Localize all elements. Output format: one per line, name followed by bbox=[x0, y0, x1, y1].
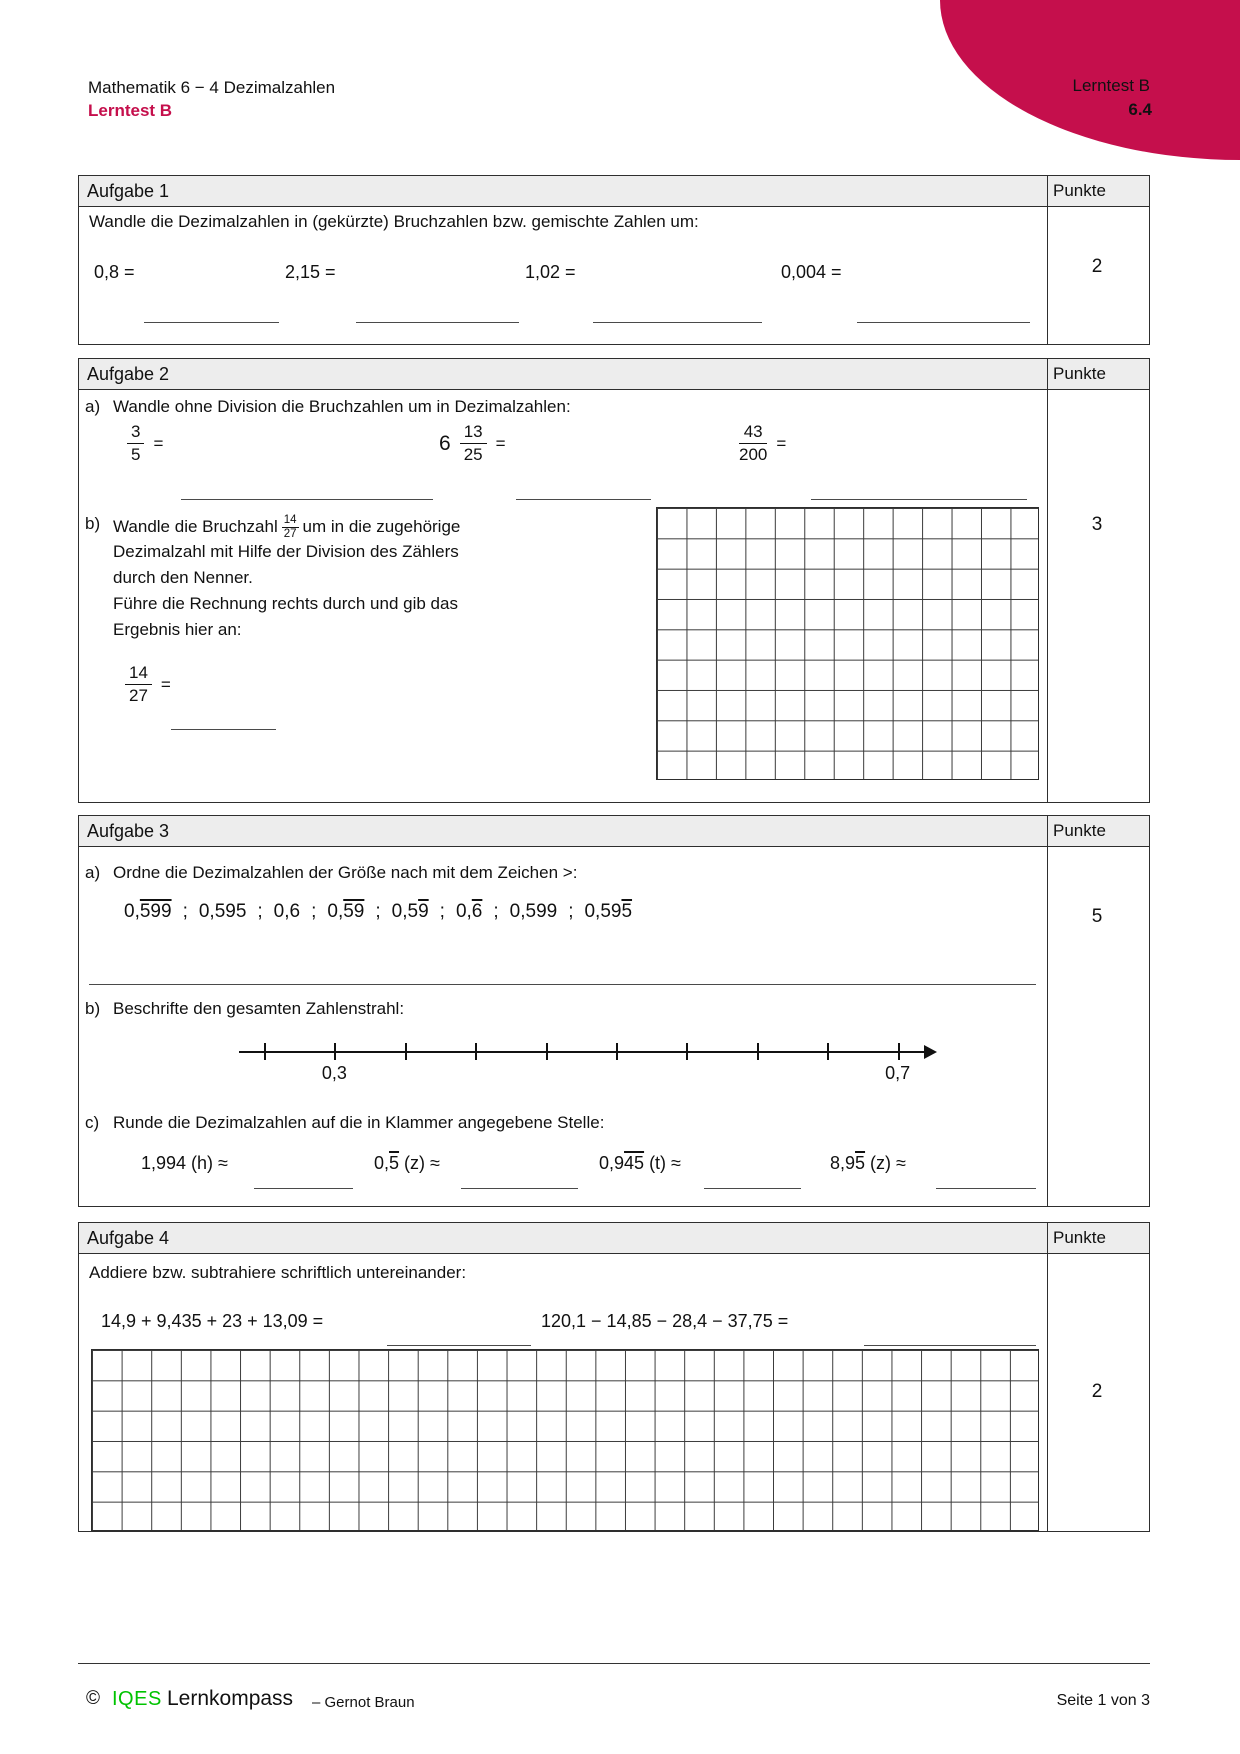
task2-header bbox=[79, 359, 1149, 390]
iqes-logo-text: IQES bbox=[112, 1688, 162, 1710]
task2b-line1-pre: Wandle die Bruchzahl bbox=[113, 517, 278, 537]
tick-mark bbox=[898, 1043, 900, 1060]
fraction bbox=[460, 421, 487, 466]
fraction-6-13-25 bbox=[439, 421, 506, 466]
fraction-whole-number: 6 bbox=[439, 431, 451, 455]
task4-header bbox=[79, 1223, 1149, 1254]
task1-item-2: 2,15 = bbox=[285, 262, 336, 282]
decimal-number: 0,59 bbox=[391, 901, 429, 922]
lernkompass-logo-text: Lernkompass bbox=[167, 1687, 294, 1710]
task2b-line4: Führe die Rechnung rechts durch und gib das bbox=[113, 594, 458, 613]
task1-item-3: 1,02 = bbox=[525, 262, 576, 282]
answer-blank bbox=[461, 1188, 578, 1189]
fraction bbox=[127, 421, 144, 466]
task3-section bbox=[78, 815, 1150, 1207]
points-column-header: Punkte bbox=[1053, 821, 1106, 840]
fraction-3-5 bbox=[127, 421, 163, 466]
task2-section bbox=[78, 358, 1150, 803]
tick-mark bbox=[405, 1043, 407, 1060]
answer-blank bbox=[181, 499, 433, 500]
answer-blank bbox=[516, 499, 651, 500]
points-column-header: Punkte bbox=[1053, 1228, 1106, 1247]
answer-blank bbox=[171, 729, 276, 730]
test-label: Lerntest B bbox=[88, 101, 173, 120]
decimal-number: 0,6 bbox=[455, 901, 483, 922]
rounding-item-3: 0,945 (t) ≈ bbox=[599, 1153, 681, 1173]
answer-blank bbox=[254, 1188, 353, 1189]
separator: ; bbox=[568, 901, 574, 922]
fraction-numerator: 14 bbox=[125, 662, 152, 685]
task1-item-4: 0,004 = bbox=[781, 262, 842, 282]
points-column-divider bbox=[1047, 359, 1048, 802]
number-line-axis bbox=[239, 1051, 927, 1053]
fraction-numerator: 14 bbox=[282, 514, 299, 528]
task3a-instruction: Ordne die Dezimalzahlen der Größe nach mit dem Zeichen >: bbox=[113, 863, 578, 882]
fraction bbox=[739, 421, 767, 466]
fraction-denominator: 27 bbox=[283, 528, 297, 541]
points-column-header: Punkte bbox=[1053, 364, 1106, 383]
separator: ; bbox=[182, 901, 188, 922]
decimal-number-list bbox=[124, 901, 632, 923]
task3-header bbox=[79, 816, 1149, 847]
points-column-header: Punkte bbox=[1053, 181, 1106, 200]
task2b-line2: Dezimalzahl mit Hilfe der Division des Zählers bbox=[113, 542, 459, 561]
decimal-number: 0,595 bbox=[584, 901, 633, 922]
decimal-number: 0,595 bbox=[198, 901, 247, 922]
task1-header bbox=[79, 176, 1149, 207]
badge-chapter-number: 6.4 bbox=[1128, 100, 1152, 119]
task4-title: Aufgabe 4 bbox=[87, 1228, 170, 1248]
copyright-icon: © bbox=[86, 1688, 100, 1709]
task1-points-value: 2 bbox=[1091, 256, 1103, 277]
task1-section bbox=[78, 175, 1150, 345]
calculation-grid bbox=[656, 507, 1039, 780]
task3c-instruction: Runde die Dezimalzahlen auf die in Klammer angegebene Stelle: bbox=[113, 1113, 605, 1132]
separator: ; bbox=[439, 901, 445, 922]
task3-title: Aufgabe 3 bbox=[87, 821, 170, 841]
rounding-item-2: 0,5 (z) ≈ bbox=[374, 1153, 440, 1173]
equals-sign: = bbox=[160, 674, 171, 694]
rounding-item-4: 8,95 (z) ≈ bbox=[830, 1153, 906, 1173]
task2b-marker: b) bbox=[85, 514, 101, 533]
footer-divider bbox=[78, 1663, 1150, 1664]
separator: ; bbox=[257, 901, 263, 922]
tick-mark bbox=[686, 1043, 688, 1060]
task2-title: Aufgabe 2 bbox=[87, 364, 170, 384]
subtraction-expression: 120,1 − 14,85 − 28,4 − 37,75 = bbox=[541, 1311, 789, 1331]
fraction bbox=[125, 662, 152, 707]
task4-instruction: Addiere bzw. subtrahiere schriftlich untereinander: bbox=[89, 1263, 467, 1282]
task1-title: Aufgabe 1 bbox=[87, 181, 170, 201]
points-column-divider bbox=[1047, 816, 1048, 1206]
task2b-line1 bbox=[113, 514, 460, 541]
number-line bbox=[239, 1039, 939, 1085]
answer-blank bbox=[936, 1188, 1036, 1189]
tick-mark bbox=[757, 1043, 759, 1060]
answer-blank bbox=[864, 1345, 1036, 1346]
task3a-marker: a) bbox=[85, 863, 101, 882]
tick-mark bbox=[546, 1043, 548, 1060]
task1-item-1: 0,8 = bbox=[94, 262, 135, 282]
equals-sign: = bbox=[153, 433, 164, 453]
answer-blank bbox=[387, 1345, 531, 1346]
fraction-denominator: 5 bbox=[131, 445, 141, 465]
corner-badge bbox=[940, 0, 1240, 160]
task2a-instruction: Wandle ohne Division die Bruchzahlen um in Dezimalzahlen: bbox=[113, 397, 571, 416]
rounding-item-1: 1,994 (h) ≈ bbox=[141, 1153, 228, 1173]
tick-label-left: 0,3 bbox=[321, 1063, 347, 1083]
answer-blank bbox=[144, 322, 279, 323]
task2b-line3: durch den Nenner. bbox=[113, 568, 253, 587]
fraction-numerator: 13 bbox=[460, 421, 487, 444]
task3b-marker: b) bbox=[85, 999, 101, 1018]
number-line-arrowhead bbox=[924, 1045, 937, 1059]
answer-blank bbox=[356, 322, 519, 323]
equals-sign: = bbox=[776, 433, 787, 453]
task1-instruction: Wandle die Dezimalzahlen in (gekürzte) Bruchzahlen bzw. gemischte Zahlen um: bbox=[89, 212, 699, 231]
badge-test-label: Lerntest B bbox=[1072, 76, 1150, 95]
tick-mark bbox=[616, 1043, 618, 1060]
inline-fraction-14-27 bbox=[282, 514, 299, 541]
fraction-numerator: 43 bbox=[739, 421, 767, 444]
separator: ; bbox=[311, 901, 317, 922]
decimal-number: 0,59 bbox=[327, 901, 365, 922]
answer-blank bbox=[811, 499, 1027, 500]
fraction-denominator: 200 bbox=[739, 445, 768, 465]
task4-section bbox=[78, 1222, 1150, 1532]
fraction-numerator: 3 bbox=[127, 421, 144, 444]
author-credit: – Gernot Braun bbox=[312, 1694, 415, 1711]
answer-blank bbox=[89, 984, 1036, 985]
answer-blank bbox=[857, 322, 1030, 323]
decimal-number: 0,6 bbox=[273, 901, 301, 922]
task3c-marker: c) bbox=[85, 1113, 100, 1132]
tick-mark bbox=[475, 1043, 477, 1060]
fraction-denominator: 27 bbox=[129, 686, 148, 706]
answer-blank bbox=[704, 1188, 801, 1189]
result-fraction-14-27 bbox=[125, 662, 171, 707]
tick-label-right: 0,7 bbox=[885, 1063, 911, 1083]
task3b-instruction: Beschrifte den gesamten Zahlenstrahl: bbox=[113, 999, 405, 1018]
addition-expression: 14,9 + 9,435 + 23 + 13,09 = bbox=[101, 1311, 324, 1331]
decimal-number: 0,599 bbox=[124, 901, 172, 922]
task2a-marker: a) bbox=[85, 397, 101, 416]
decimal-number: 0,599 bbox=[509, 901, 558, 922]
tick-mark bbox=[264, 1043, 266, 1060]
tick-mark bbox=[334, 1043, 336, 1060]
fraction-43-200 bbox=[739, 421, 786, 466]
task2b-line5: Ergebnis hier an: bbox=[113, 620, 242, 639]
course-title: Mathematik 6 − 4 Dezimalzahlen bbox=[88, 78, 336, 97]
equals-sign: = bbox=[495, 433, 506, 453]
separator: ; bbox=[375, 901, 381, 922]
tick-mark bbox=[827, 1043, 829, 1060]
calculation-grid bbox=[91, 1349, 1039, 1531]
task3-points-value: 5 bbox=[1091, 906, 1103, 927]
task2b-line1-post: um in die zugehörige bbox=[302, 517, 461, 537]
page-indicator: Seite 1 von 3 bbox=[1056, 1692, 1150, 1709]
fraction-denominator: 25 bbox=[463, 445, 483, 465]
answer-blank bbox=[593, 322, 762, 323]
points-column-divider bbox=[1047, 1223, 1048, 1531]
task2-points-value: 3 bbox=[1091, 514, 1103, 535]
separator: ; bbox=[493, 901, 499, 922]
task4-points-value: 2 bbox=[1091, 1381, 1103, 1402]
